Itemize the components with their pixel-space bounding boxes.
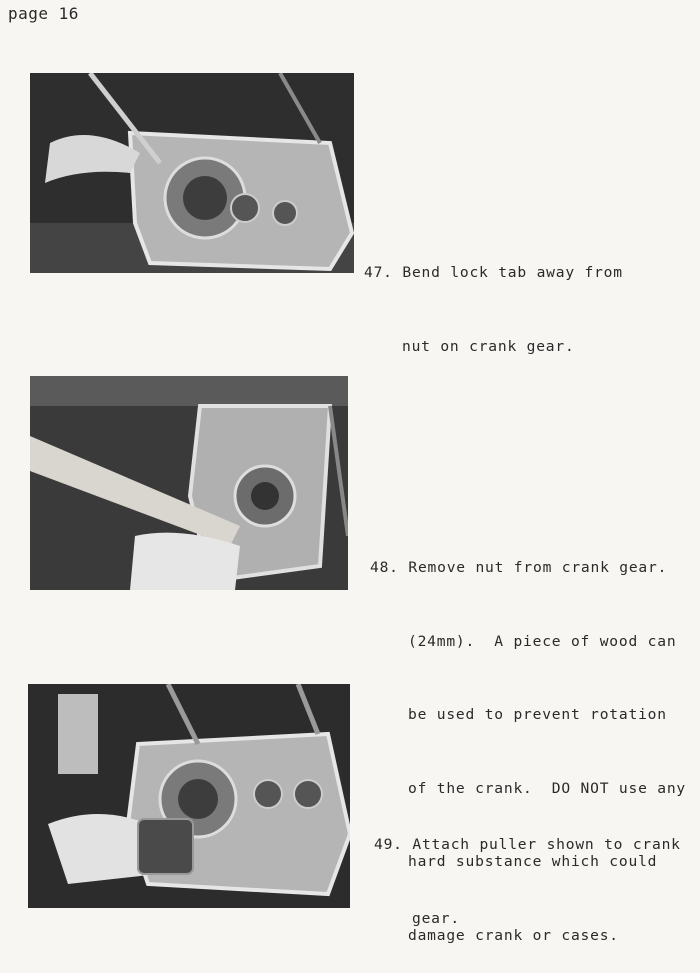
step-48: 48. Remove nut from crank gear. (24mm). A piece of wood can be used to prevent rotation of the crank. DO NOT use any hard substance which could damage crank or cases. <box>370 559 686 944</box>
engine-wood-image <box>30 376 348 590</box>
page-number: page 16 <box>8 4 79 23</box>
step-49: 49. Attach puller shown to crank gear. <box>374 836 681 927</box>
engine-puller-image <box>28 684 350 908</box>
photo-attach-puller <box>28 684 350 908</box>
photo-bend-lock-tab <box>30 73 354 273</box>
step-47: 47. Bend lock tab away from nut on crank gear. <box>364 264 623 355</box>
engine-case-image <box>30 73 354 273</box>
photo-remove-nut <box>30 376 348 590</box>
